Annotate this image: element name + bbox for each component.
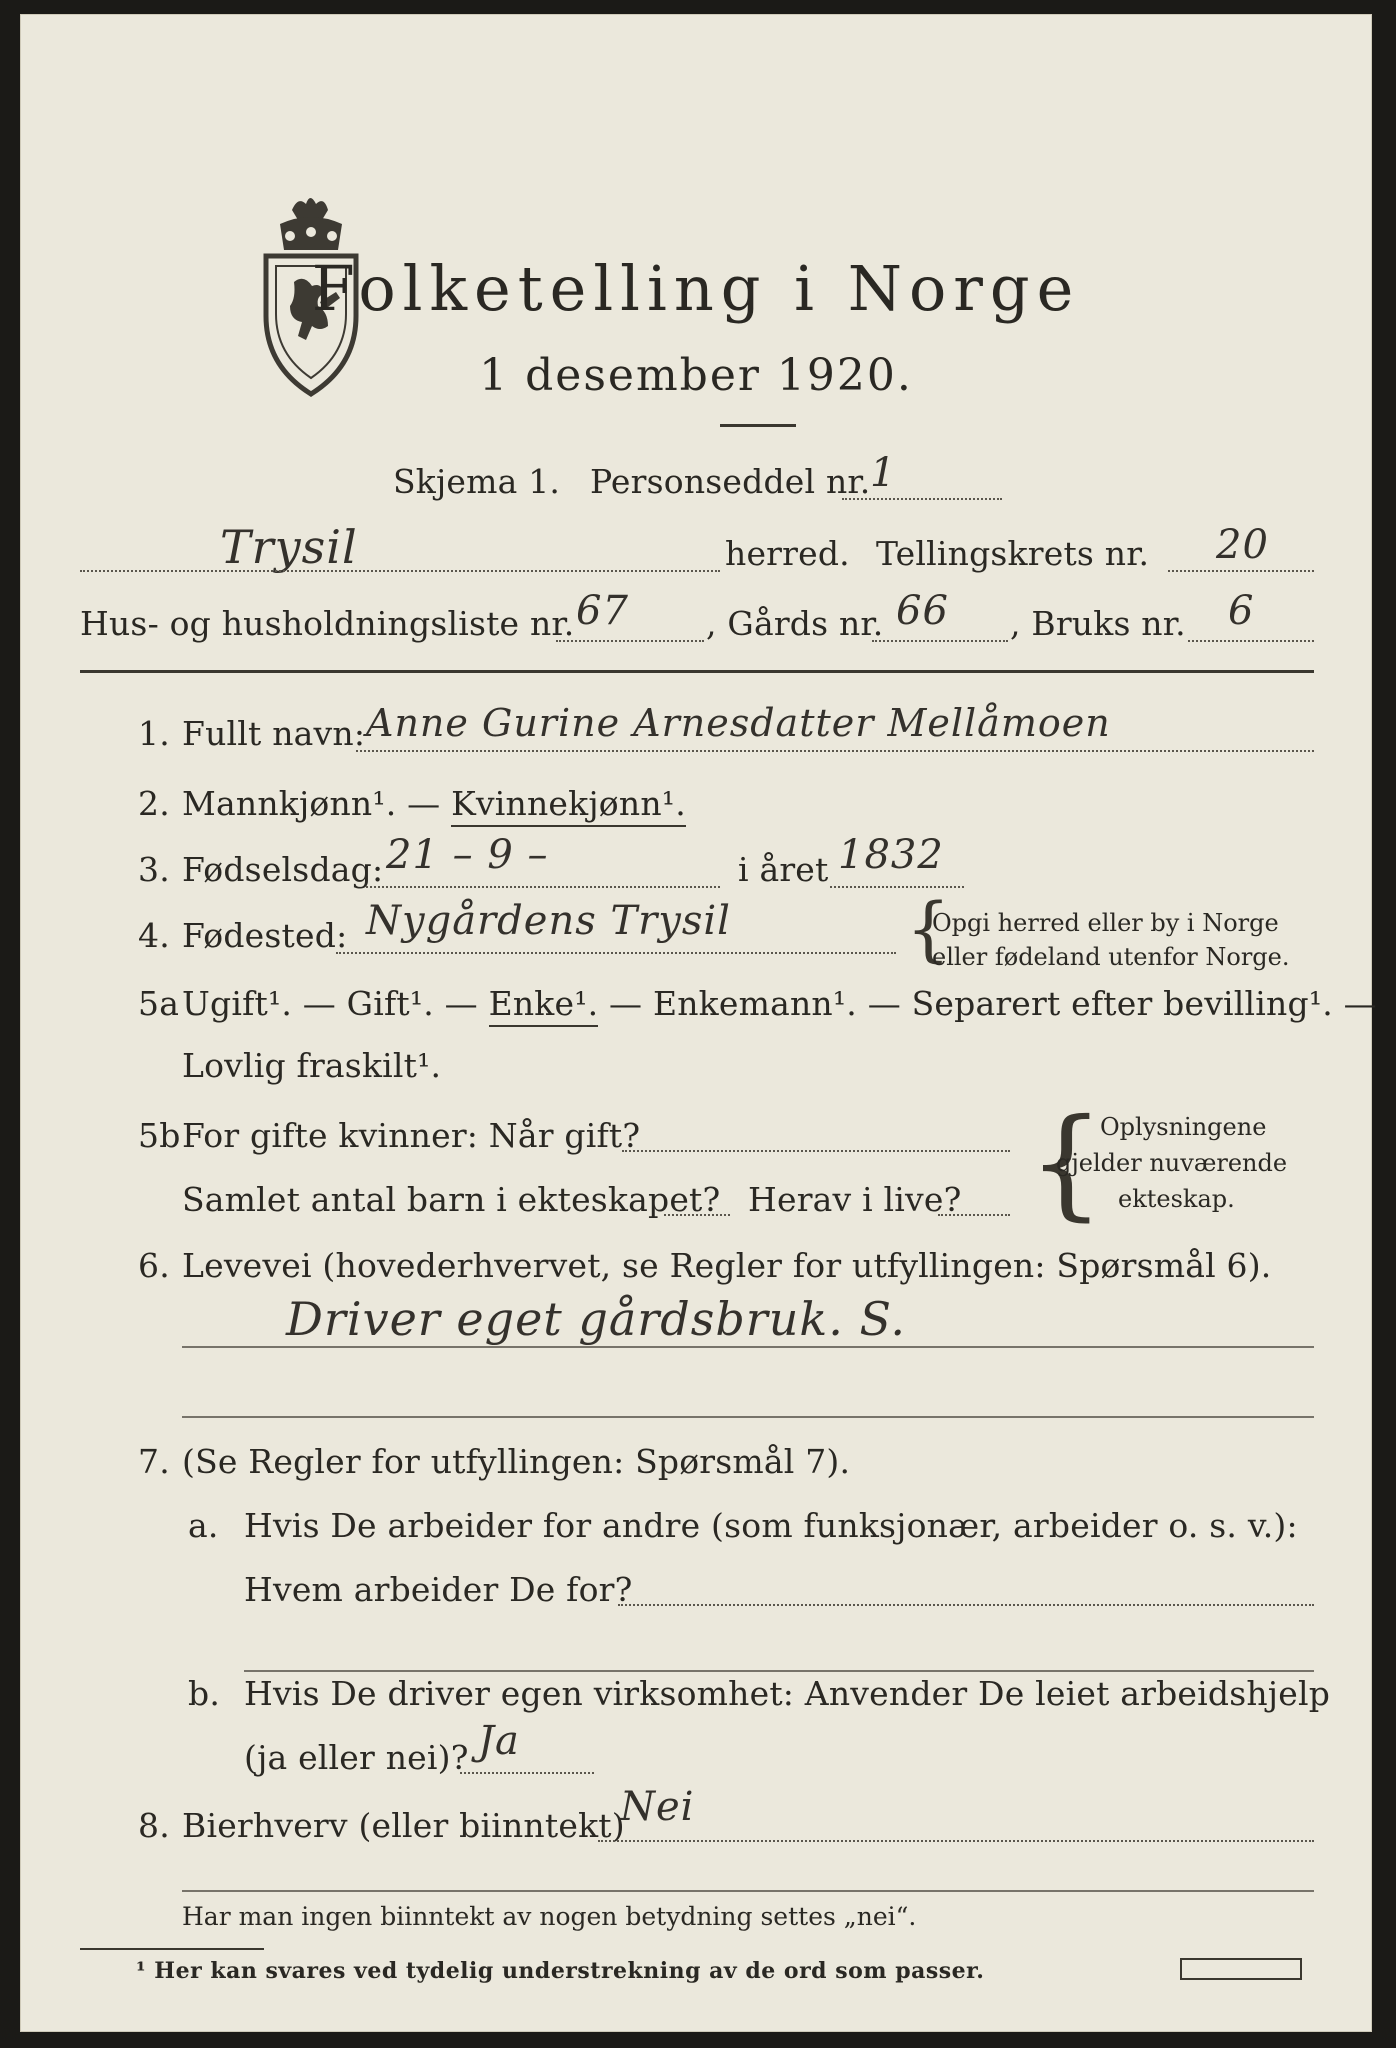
herred-line [80,570,720,572]
q5a-line2: Lovlig fraskilt¹. [182,1046,442,1085]
q1-number: 1. [138,714,170,753]
hired-help-value[interactable]: Ja [478,1718,520,1764]
tellingskrets-line [1168,570,1314,572]
q2-female-label-underlined[interactable]: Kvinnekjønn¹. [451,784,686,827]
full-name-value[interactable]: Anne Gurine Arnesdatter Mellåmoen [366,701,1111,745]
q7a-line3 [244,1670,1314,1672]
side-income-value[interactable]: Nei [620,1784,695,1830]
q5b-line2b: Herav i live? [748,1180,962,1219]
census-form [20,14,1377,2032]
hus-value[interactable]: 67 [576,588,629,634]
header-divider [80,670,1314,673]
q5a-enke-underlined[interactable]: Enke¹. [489,984,599,1027]
q3-line [366,886,720,888]
q7a-number: a. [188,1506,219,1545]
q5a-number: 5a [138,984,180,1023]
q3-label: Fødselsdag: [182,850,384,889]
q7-label: (Se Regler for utfyllingen: Spørsmål 7). [182,1442,851,1481]
footnote: ¹ Her kan svares ved tydelig understrekning av de ord som passer. [136,1958,985,1984]
q4-line [336,952,896,954]
skjema-label: Skjema 1. [393,462,561,501]
q5b-line1-dots [622,1150,1010,1152]
tellingskrets-label: Tellingskrets nr. [876,534,1150,573]
q5b-line1: For gifte kvinner: Når gift? [182,1116,641,1155]
q5b-number: 5b [138,1116,181,1155]
form-title: Folketelling i Norge [311,252,1081,325]
q5b-line2a-dots [664,1214,730,1216]
q5b-note-1: Oplysningene [1100,1113,1267,1141]
q8-label: Bierhverv (eller biinntekt) [182,1806,625,1845]
herred-label: herred. [725,534,850,573]
printer-stamp [1180,1958,1302,1980]
personseddel-label: Personseddel nr. [590,462,871,501]
occupation-value[interactable]: Driver eget gårdsbruk. S. [286,1292,906,1346]
q7b-line2: (ja eller nei)? [244,1738,469,1777]
q3-number: 3. [138,850,170,889]
q4-label: Fødested: [182,916,348,955]
gards-value[interactable]: 66 [896,588,949,634]
q7a-line1: Hvis De arbeider for andre (som funksjonær, arbeider o. s. v.): [244,1506,1298,1545]
title-divider [720,424,796,427]
birth-year-value[interactable]: 1832 [838,832,944,878]
footnote-divider [80,1948,264,1950]
bruks-line [1188,640,1314,642]
gards-label: , Gårds nr. [706,604,884,643]
tellingskrets-value[interactable]: 20 [1216,522,1269,568]
footer-note: Har man ingen biinntekt av nogen betydning settes „nei“. [182,1902,917,1931]
q8-line-dots [598,1840,1314,1842]
bruks-value[interactable]: 6 [1228,588,1255,634]
q5a-options [182,984,1377,1024]
herred-value[interactable]: Trysil [220,520,358,574]
q6-label: Levevei (hovederhvervet, se Regler for utfyllingen: Spørsmål 6). [182,1246,1272,1285]
q8-number: 8. [138,1806,170,1845]
q3-year-label: i året [738,850,829,889]
q5a-ugift-gift: Ugift¹. — Gift¹. — [182,984,489,1023]
q2-number: 2. [138,784,170,823]
q7-number: 7. [138,1442,170,1481]
q4-note-2: eller fødeland utenfor Norge. [932,943,1290,971]
q5b-note-3: ekteskap. [1118,1185,1235,1213]
personseddel-value[interactable]: 1 [870,450,897,496]
q5b-note-2: gjelder nuværende [1056,1149,1288,1177]
q6-line-2 [182,1416,1314,1418]
gards-line [872,640,1008,642]
form-date: 1 desember 1920. [479,350,913,401]
q7b-number: b. [188,1674,221,1713]
q6-line-1 [182,1346,1314,1348]
bruks-label: , Bruks nr. [1010,604,1186,643]
q4-note-1: Opgi herred eller by i Norge [932,909,1279,937]
q7b-line1: Hvis De driver egen virksomhet: Anvender De leiet arbeidshjelp [244,1674,1331,1713]
q5b-line2b-dots [938,1214,1010,1216]
q7a-line2-dots [618,1604,1314,1606]
q6-number: 6. [138,1246,170,1285]
q4-number: 4. [138,916,170,955]
q4-brace: { [906,888,951,970]
hus-line [556,640,704,642]
q8-line-2 [182,1890,1314,1892]
personseddel-line [842,498,1002,500]
q5b-brace: { [1028,1094,1105,1233]
q1-label: Fullt navn: [182,714,366,753]
birth-place-value[interactable]: Nygårdens Trysil [366,898,731,944]
q7a-line2: Hvem arbeider De for? [244,1570,633,1609]
q2-male-label: Mannkjønn¹. — [182,784,452,823]
birth-date-value[interactable]: 21 – 9 – [386,832,549,878]
q1-line [356,750,1314,752]
q7b-line2-dots [460,1772,594,1774]
q5b-line2a: Samlet antal barn i ekteskapet? [182,1180,721,1219]
hus-label: Hus- og husholdningsliste nr. [80,604,575,643]
q5a-rest: — Enkemann¹. — Separert efter bevilling¹. — [598,984,1377,1023]
q2-option-male [182,784,686,824]
